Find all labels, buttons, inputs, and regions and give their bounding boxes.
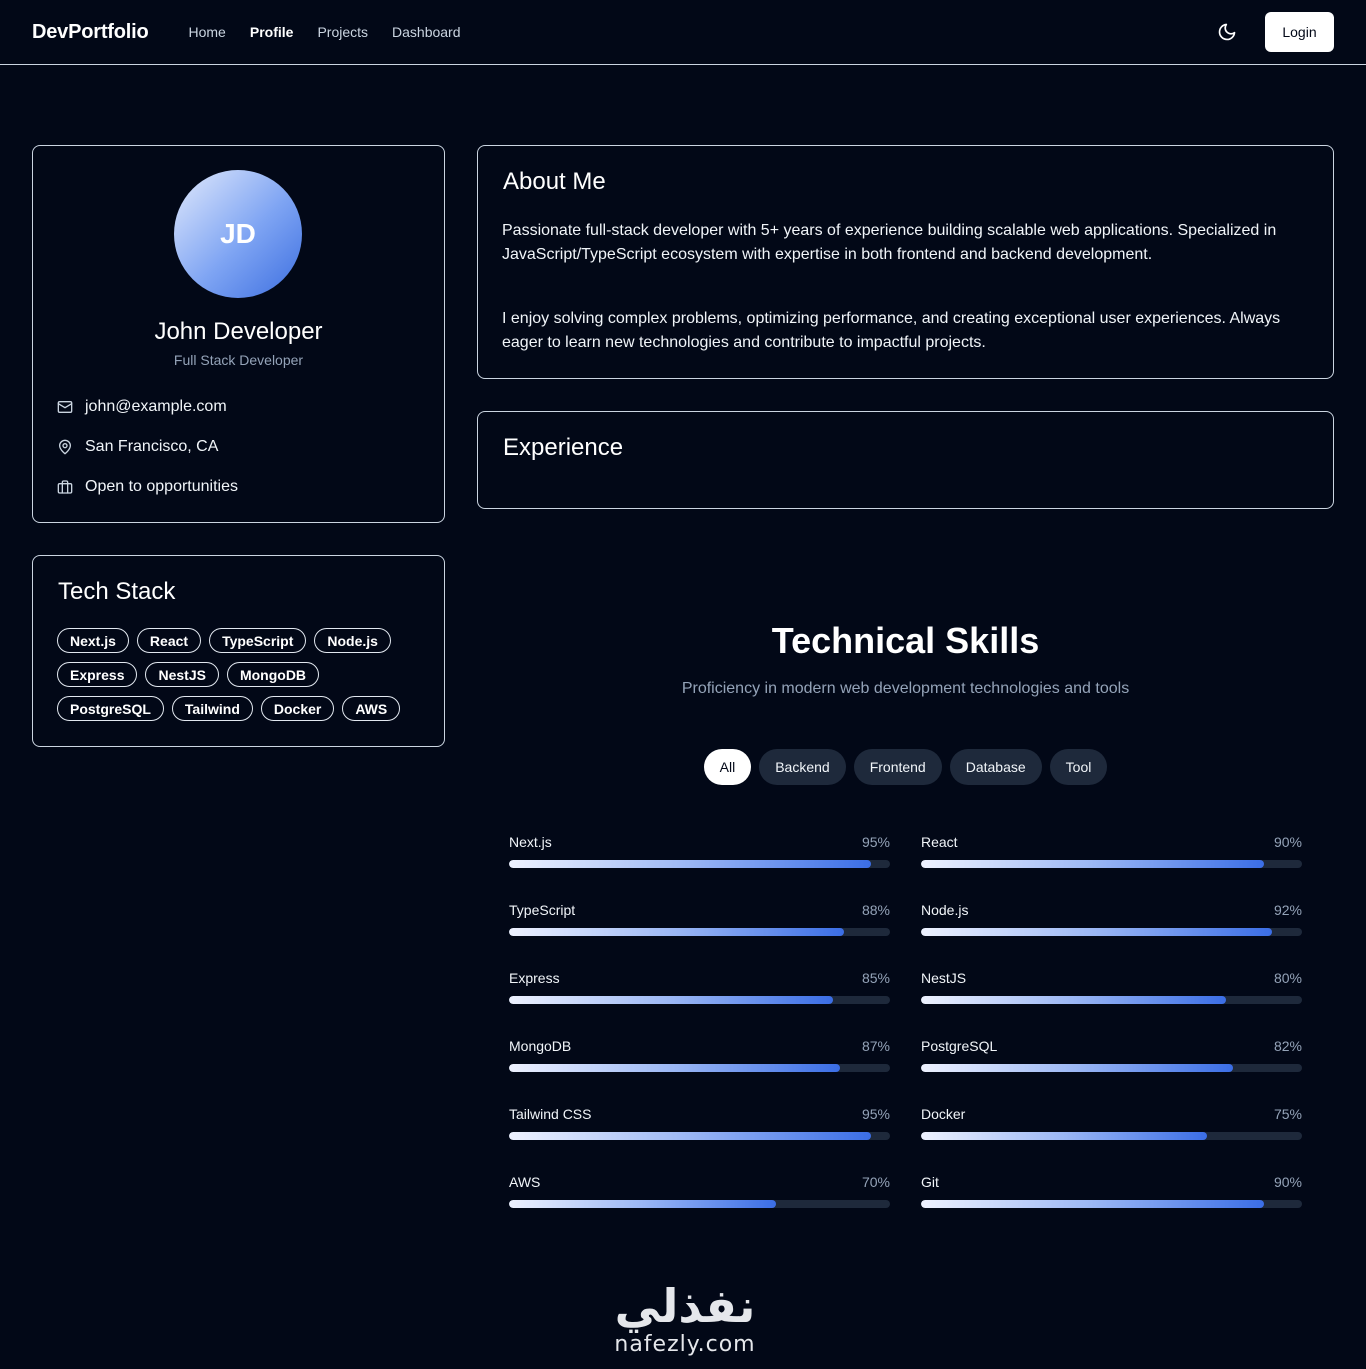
skill-item [509, 1106, 890, 1140]
skill-bar-fill [509, 928, 844, 936]
skill-item [509, 1174, 890, 1208]
skill-bar-track [509, 1132, 890, 1140]
about-paragraph-1: Passionate full-stack developer with 5+ years of experience building scalable web applications. Specialized in JavaScript/TypeScript ecosystem with expertise in both frontend and backend development. [502, 222, 1277, 263]
nav-dashboard[interactable]: Dashboard [392, 24, 461, 40]
email-row [57, 398, 227, 416]
skill-bar-fill [509, 1132, 871, 1140]
skill-bar-fill [921, 996, 1226, 1004]
tech-tag: React [137, 628, 201, 653]
skill-name: NestJS [921, 970, 967, 986]
skill-bar-fill [921, 1200, 1264, 1208]
location-row [57, 438, 218, 456]
skill-bar-fill [509, 860, 871, 868]
tech-stack-card [32, 555, 445, 747]
skill-name: Express [509, 970, 560, 986]
profile-card [32, 145, 445, 523]
main-nav [189, 24, 461, 40]
filter-backend[interactable]: Backend [759, 749, 845, 785]
skill-header [921, 834, 1302, 850]
skill-bar-track [509, 860, 890, 868]
skill-item [509, 970, 890, 1004]
skill-bar-fill [509, 996, 833, 1004]
nav-profile[interactable]: Profile [249, 24, 294, 40]
skill-percent: 90% [1273, 834, 1302, 850]
skill-percent: 92% [1273, 902, 1302, 918]
skill-name: Node.js [921, 902, 969, 918]
skill-header [509, 902, 890, 918]
skill-bar-track [509, 928, 890, 936]
skill-bar-fill [509, 1200, 776, 1208]
skill-bar-track [921, 1132, 1302, 1140]
top-navbar [0, 0, 1366, 65]
skill-percent: 90% [1273, 1174, 1302, 1190]
skill-percent: 75% [1273, 1106, 1302, 1122]
header-actions [1215, 12, 1334, 52]
skill-filters [477, 749, 1334, 785]
skill-percent: 95% [861, 1106, 890, 1122]
brand-logo[interactable]: DevPortfolio [32, 20, 149, 43]
skill-item [921, 970, 1302, 1004]
skill-name: Git [921, 1174, 939, 1190]
tech-tag: Tailwind [172, 696, 253, 721]
filter-all[interactable]: All [704, 749, 752, 785]
skill-bar-fill [921, 860, 1264, 868]
filter-tool[interactable]: Tool [1050, 749, 1108, 785]
skill-header [921, 1106, 1302, 1122]
mail-icon [57, 399, 73, 415]
skill-item [921, 1038, 1302, 1072]
watermark-arabic: نفذلي [614, 1279, 756, 1333]
skill-bar-fill [921, 928, 1272, 936]
skill-header [509, 970, 890, 986]
tech-tags [57, 628, 427, 721]
skill-name: MongoDB [509, 1038, 572, 1054]
status-text: Open to opportunities [85, 478, 238, 495]
tech-tag: Next.js [57, 628, 129, 653]
skill-item [921, 902, 1302, 936]
skill-name: PostgreSQL [921, 1038, 998, 1054]
login-button[interactable]: Login [1265, 12, 1334, 52]
skill-item [921, 834, 1302, 868]
tech-tag: AWS [342, 696, 400, 721]
tech-tag: Express [57, 662, 137, 687]
skill-bar-track [921, 996, 1302, 1004]
briefcase-icon [57, 479, 73, 495]
skill-item [921, 1106, 1302, 1140]
filter-frontend[interactable]: Frontend [854, 749, 942, 785]
tech-tag: Node.js [314, 628, 391, 653]
skills-subtitle: Proficiency in modern web development technologies and tools [681, 680, 1130, 697]
skill-name: Tailwind CSS [509, 1106, 592, 1122]
watermark-latin: nafezly.com [614, 1332, 756, 1357]
moon-icon[interactable] [1215, 20, 1239, 44]
skill-item [509, 902, 890, 936]
about-paragraph-2: I enjoy solving complex problems, optimizing performance, and creating exceptional user experiences. Always eager to learn new technologies and contribute to impactful projects. [502, 310, 1281, 351]
skill-percent: 87% [861, 1038, 890, 1054]
skill-name: React [921, 834, 958, 850]
skill-bar-track [509, 996, 890, 1004]
skill-bar-fill [921, 1132, 1207, 1140]
profile-name: John Developer [154, 318, 323, 345]
skill-header [921, 902, 1302, 918]
skill-percent: 85% [861, 970, 890, 986]
nav-projects[interactable]: Projects [317, 24, 369, 40]
tech-tag: MongoDB [227, 662, 319, 687]
about-title: About Me [503, 168, 606, 195]
email-text: john@example.com [85, 398, 227, 415]
skill-header [509, 1174, 890, 1190]
profile-role: Full Stack Developer [173, 352, 304, 368]
about-card [477, 145, 1334, 379]
skill-bar-track [921, 1200, 1302, 1208]
experience-title: Experience [503, 434, 624, 461]
map-pin-icon [57, 439, 73, 455]
filter-database[interactable]: Database [950, 749, 1042, 785]
skill-header [921, 1174, 1302, 1190]
skill-name: AWS [509, 1174, 541, 1190]
skill-percent: 80% [1273, 970, 1302, 986]
skill-name: Docker [921, 1106, 966, 1122]
skill-name: TypeScript [509, 902, 576, 918]
skill-item [509, 834, 890, 868]
skill-name: Next.js [509, 834, 552, 850]
skill-header [509, 1106, 890, 1122]
skill-percent: 70% [861, 1174, 890, 1190]
tech-tag: Docker [261, 696, 334, 721]
skill-bar-track [509, 1064, 890, 1072]
skill-header [921, 970, 1302, 986]
skill-header [921, 1038, 1302, 1054]
skill-bar-fill [509, 1064, 840, 1072]
nav-home[interactable]: Home [188, 24, 226, 40]
skill-bar-track [921, 860, 1302, 868]
skill-bar-track [921, 928, 1302, 936]
location-text: San Francisco, CA [85, 438, 219, 455]
watermark [590, 1280, 780, 1357]
skill-percent: 88% [861, 902, 890, 918]
tech-stack-title: Tech Stack [58, 578, 176, 605]
tech-tag: PostgreSQL [57, 696, 164, 721]
skill-header [509, 1038, 890, 1054]
tech-tag: NestJS [145, 662, 218, 687]
status-row [57, 478, 238, 496]
skill-bar-fill [921, 1064, 1233, 1072]
avatar: JD [174, 170, 302, 298]
skill-item [509, 1038, 890, 1072]
skill-item [921, 1174, 1302, 1208]
experience-card [477, 411, 1334, 509]
skill-bar-track [509, 1200, 890, 1208]
skill-percent: 82% [1273, 1038, 1302, 1054]
skill-bar-track [921, 1064, 1302, 1072]
skill-percent: 95% [861, 834, 890, 850]
skill-header [509, 834, 890, 850]
skills-title: Technical Skills [771, 620, 1040, 661]
tech-tag: TypeScript [209, 628, 306, 653]
